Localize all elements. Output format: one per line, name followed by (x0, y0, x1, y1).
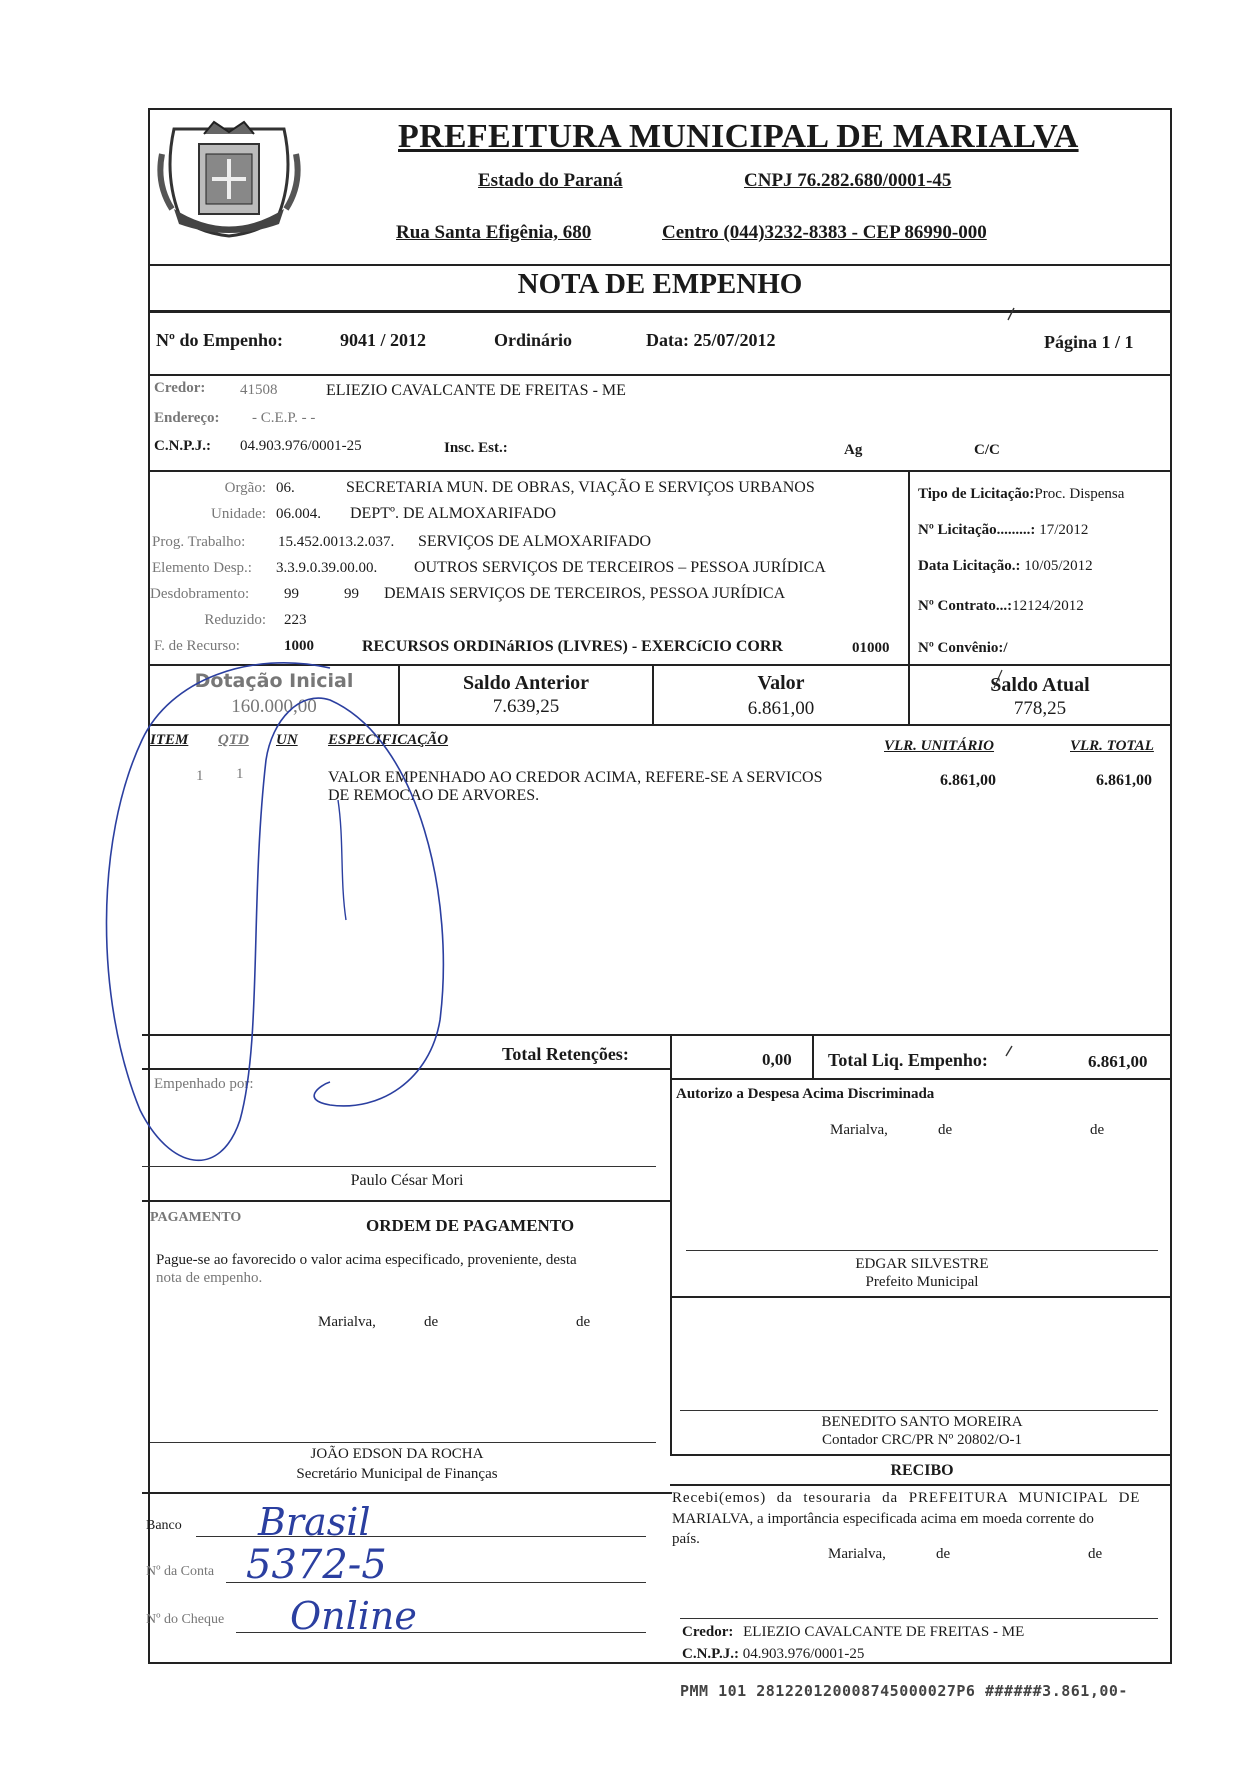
cnpj-label: CNPJ 76.282.680/0001-45 (744, 170, 952, 191)
unidade-code: 06.004. (276, 506, 321, 522)
unidade-desc: DEPTº. DE ALMOXARIFADO (350, 505, 556, 522)
conta-label: Nº da Conta (146, 1564, 215, 1579)
ordem-pagamento-text-line1: Pague-se ao favorecido o valor acima especificado, proveniente, desta (156, 1252, 577, 1268)
col-qtd-header: QTD (218, 732, 249, 748)
reduzido-code: 223 (284, 612, 307, 628)
page-title: PREFEITURA MUNICIPAL DE MARIALVA (398, 118, 1079, 155)
elemento-desp-label: Elemento Desp.: (152, 560, 252, 576)
prefeito-role: Prefeito Municipal (865, 1274, 979, 1290)
empenho-type: Ordinário (494, 330, 573, 350)
secretario-name: JOÃO EDSON DA ROCHA (310, 1446, 484, 1462)
recibo-text-line3: país. (672, 1531, 700, 1547)
cnpj-credor-value: 04.903.976/0001-25 (240, 438, 362, 454)
empenhado-por-name: Paulo César Mori (350, 1172, 464, 1189)
endereco-value: - C.E.P. - - (252, 410, 316, 426)
prog-trabalho-desc: SERVIÇOS DE ALMOXARIFADO (418, 533, 652, 550)
item-row-desc-line1: VALOR EMPENHADO AO CREDOR ACIMA, REFERE-SE A SERVICOS (328, 769, 823, 786)
recibo-credor-name: ELIEZIO CAVALCANTE DE FREITAS - ME (743, 1624, 1025, 1640)
cnpj-credor-label: C.N.P.J.: (154, 438, 211, 454)
endereco-label: Endereço: (154, 410, 220, 426)
saldo-atual-label: Saldo Atual (990, 674, 1090, 696)
col-vlr-total-header: VLR. TOTAL (1070, 738, 1154, 754)
recibo-title: RECIBO (890, 1462, 954, 1479)
elemento-desp-code: 3.3.9.0.39.00.00. (276, 560, 378, 576)
credor-name: ELIEZIO CAVALCANTE DE FREITAS - ME (326, 382, 626, 399)
desdobramento-code-1: 99 (284, 586, 299, 602)
total-retencoes-label: Total Retenções: (502, 1044, 629, 1064)
saldo-anterior-label: Saldo Anterior (462, 672, 590, 694)
prog-trabalho-label: Prog. Trabalho: (152, 534, 246, 550)
autorizo-de-2: de (1090, 1122, 1105, 1138)
total-liq-empenho-label: Total Liq. Empenho: (828, 1050, 988, 1070)
cheque-label: Nº do Cheque (146, 1612, 225, 1627)
recibo-cnpj-label: C.N.P.J.: (682, 1646, 739, 1662)
banco-label: Banco (146, 1518, 182, 1533)
col-especificacao-header: ESPECIFICAÇÃO (328, 732, 449, 748)
document-title: NOTA DE EMPENHO (517, 268, 803, 300)
agencia-label: Ag (844, 442, 863, 458)
ordem-de-2: de (576, 1314, 591, 1330)
item-row-unit-value: 6.861,00 (940, 772, 996, 789)
credor-label: Credor: (154, 380, 206, 396)
secretario-role: Secretário Municipal de Finanças (296, 1466, 498, 1482)
page-number: Página 1 / 1 (1044, 332, 1134, 352)
item-row-total-value: 6.861,00 (1096, 772, 1152, 789)
desdobramento-label: Desdobramento: (150, 586, 250, 602)
data-licitacao-label: Data Licitação.: (918, 558, 1021, 574)
address-label: Rua Santa Efigênia, 680 (396, 222, 592, 243)
recibo-text-line1: Recebi(emos) da tesouraria da PREFEITURA MUNICIPAL DE (672, 1490, 1141, 1506)
authentication-code: PMM 101 281220120008745000027P6 ######3.861,00- (680, 1682, 1128, 1700)
dotacao-inicial-label: Dotação Inicial (194, 670, 354, 692)
saldo-anterior-value: 7.639,25 (492, 696, 560, 717)
address-contact-label: Centro (044)3232-8383 - CEP 86990-000 (662, 222, 987, 243)
total-retencoes-value: 0,00 (762, 1050, 792, 1069)
conta-value: 5372-5 (246, 1542, 387, 1588)
numero-contrato-value: 12124/2012 (1012, 598, 1084, 614)
empenho-number: 9041 / 2012 (340, 330, 427, 350)
reduzido-label: Reduzido: (204, 612, 266, 628)
numero-convenio-label: Nº Convênio:/ (918, 640, 1008, 656)
valor-label: Valor (757, 672, 805, 694)
item-row-qtd: 1 (236, 766, 244, 782)
orgao-desc: SECRETARIA MUN. DE OBRAS, VIAÇÃO E SERVIÇOS URBANOS (346, 479, 815, 496)
ordem-pagamento-title: ORDEM DE PAGAMENTO (366, 1216, 575, 1235)
recibo-credor-label: Credor: (682, 1624, 734, 1640)
contador-name: BENEDITO SANTO MOREIRA (821, 1414, 1023, 1430)
conta-corrente-label: C/C (974, 442, 1000, 458)
item-row-desc-line2: DE REMOCAO DE ARVORES. (328, 787, 540, 804)
credor-code: 41508 (240, 382, 278, 398)
fonte-recurso-code: 1000 (284, 638, 314, 654)
ordem-de-1: de (424, 1314, 439, 1330)
numero-licitacao-value: 17/2012 (1039, 522, 1089, 538)
recibo-cnpj-value: 04.903.976/0001-25 (742, 1646, 865, 1662)
dotacao-inicial-value: 160.000,00 (231, 696, 317, 717)
tipo-licitacao-value: Proc. Dispensa (1034, 486, 1125, 502)
recibo-text-line2: MARIALVA, a importância especificada acima em moeda corrente do (672, 1511, 1094, 1527)
numero-contrato-label: Nº Contrato...: (918, 598, 1013, 614)
recibo-city: Marialva, (828, 1546, 886, 1562)
desdobramento-desc: DEMAIS SERVIÇOS DE TERCEIROS, PESSOA JURÍDICA (384, 585, 786, 602)
contador-role: Contador CRC/PR Nº 20802/O-1 (821, 1432, 1023, 1448)
saldo-atual-value: 778,25 (1013, 698, 1067, 719)
numero-licitacao-label: Nº Licitação.........: (918, 522, 1036, 538)
empenho-date: Data: 25/07/2012 (646, 330, 776, 350)
orgao-label: Orgão: (224, 480, 266, 496)
col-un-header: UN (276, 732, 298, 748)
elemento-desp-desc: OUTROS SERVIÇOS DE TERCEIROS – PESSOA JURÍDICA (414, 559, 826, 576)
desdobramento-code-2: 99 (344, 586, 359, 602)
tipo-licitacao-label: Tipo de Licitação: (918, 486, 1035, 502)
fonte-recurso-label: F. de Recurso: (154, 638, 240, 654)
col-item-header: ITEM (150, 732, 189, 748)
prog-trabalho-code: 15.452.0013.2.037. (278, 534, 395, 550)
col-vlr-unitario-header: VLR. UNITÁRIO (884, 738, 995, 754)
empenhado-por-label: Empenhado por: (154, 1076, 254, 1092)
ordem-city: Marialva, (318, 1314, 376, 1330)
prefeito-name: EDGAR SILVESTRE (855, 1256, 989, 1272)
empenho-label: Nº do Empenho: (156, 330, 283, 350)
fonte-recurso-code-2: 01000 (852, 640, 890, 656)
banco-value: Brasil (258, 1500, 371, 1544)
data-licitacao-value: 10/05/2012 (1024, 558, 1093, 574)
item-row-item: 1 (196, 768, 204, 784)
autorizo-despesa-label: Autorizo a Despesa Acima Discriminada (676, 1086, 935, 1102)
state-label: Estado do Paraná (478, 170, 623, 191)
pagamento-label: PAGAMENTO (150, 1210, 242, 1225)
recibo-de-1: de (936, 1546, 951, 1562)
autorizo-de-1: de (938, 1122, 953, 1138)
unidade-label: Unidade: (211, 506, 266, 522)
orgao-code: 06. (276, 480, 295, 496)
fonte-recurso-desc: RECURSOS ORDINáRIOS (LIVRES) - EXERCíCIO CORR (362, 638, 783, 655)
insc-est-label: Insc. Est.: (444, 440, 508, 456)
autorizo-city: Marialva, (830, 1122, 888, 1138)
cheque-value: Online (290, 1594, 417, 1638)
valor-value: 6.861,00 (747, 698, 815, 719)
total-liq-empenho-value: 6.861,00 (1088, 1052, 1148, 1071)
recibo-de-2: de (1088, 1546, 1103, 1562)
ordem-pagamento-text-line2: nota de empenho. (156, 1270, 263, 1286)
